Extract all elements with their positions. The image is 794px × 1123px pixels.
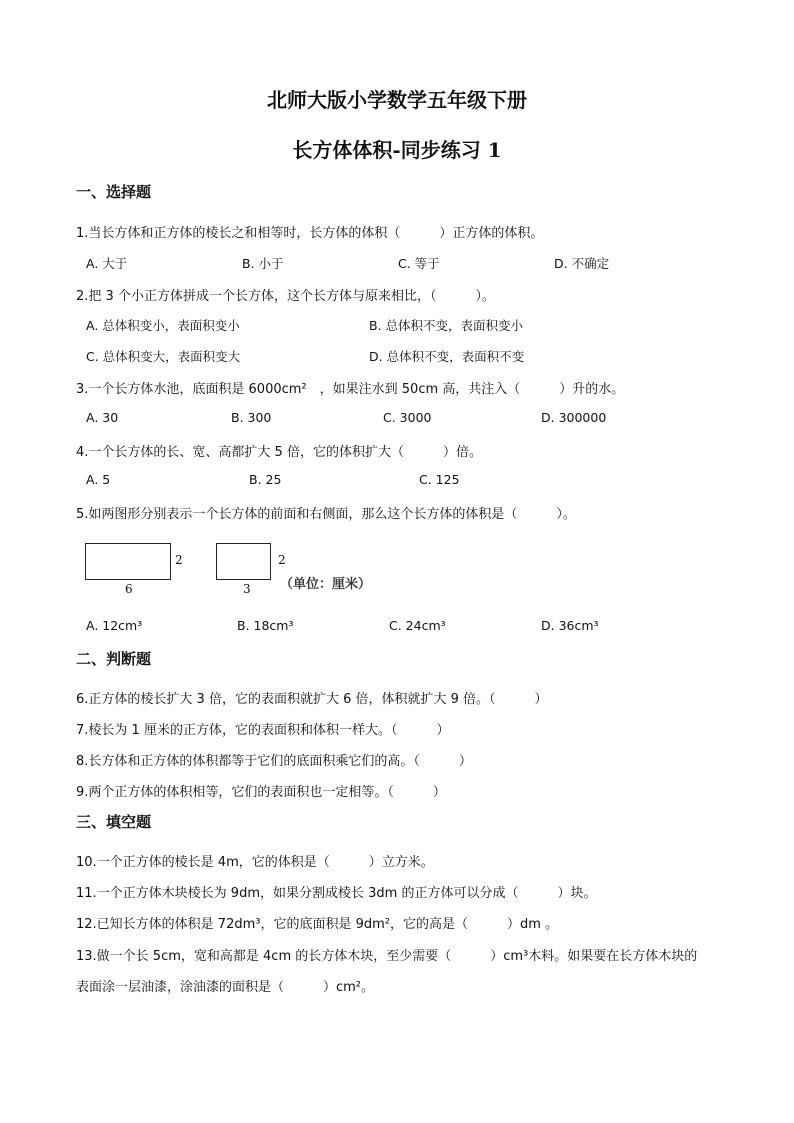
side-face-rectangle (216, 543, 271, 580)
question-8: 8.长方体和正方体的体积都等于它们的底面积乘它们的高。（ ） (76, 754, 472, 769)
section-heading-judge: 二、判断题 (76, 650, 152, 668)
side-face-height-label: 2 (278, 553, 286, 567)
worksheet-title: 北师大版小学数学五年级下册 (267, 88, 527, 112)
question-11: 11.一个正方体木块棱长为 9dm，如果分割成棱长 3dm 的正方体可以分成（ ）块。 (76, 886, 597, 901)
question-13-line-2: 表面涂一层油漆，涂油漆的面积是（ ）cm²。 (76, 980, 375, 995)
q4-option-c: C. 125 (419, 472, 460, 487)
unit-label: （单位：厘米） (280, 577, 372, 592)
q1-option-a: A. 大于 (86, 256, 128, 271)
q1-option-d: D. 不确定 (554, 256, 610, 271)
front-face-width-label: 6 (125, 582, 133, 596)
q5-option-c: C. 24cm³ (389, 618, 446, 633)
q5-option-a: A. 12cm³ (86, 618, 143, 633)
question-13-line-1: 13.做一个长 5cm，宽和高都是 4cm 的长方体木块，至少需要（ ）cm³木料。如果要在长方体木块的 (76, 949, 698, 964)
q2-option-a: A. 总体积变小，表面积变小 (86, 318, 240, 333)
question-4: 4.一个长方体的长、宽、高都扩大 5 倍，它的体积扩大（ ）倍。 (76, 445, 482, 460)
q3-option-c: C. 3000 (383, 410, 432, 425)
question-1: 1.当长方体和正方体的棱长之和相等时，长方体的体积（ ）正方体的体积。 (76, 226, 544, 241)
q1-option-b: B. 小于 (242, 256, 284, 271)
question-9: 9.两个正方体的体积相等，它们的表面积也一定相等。（ ） (76, 785, 446, 800)
q3-option-a: A. 30 (86, 410, 119, 425)
q4-option-a: A. 5 (86, 472, 111, 487)
front-face-rectangle (85, 543, 171, 580)
q3-option-d: D. 300000 (541, 410, 607, 425)
q2-option-d: D. 总体积不变，表面积不变 (369, 349, 525, 364)
q1-option-c: C. 等于 (398, 256, 440, 271)
question-2: 2.把 3 个小正方体拼成一个长方体，这个长方体与原来相比，（ ）。 (76, 289, 495, 304)
q5-option-d: D. 36cm³ (541, 618, 599, 633)
question-6: 6.正方体的棱长扩大 3 倍，它的表面积就扩大 6 倍，体积就扩大 9 倍。（ ） (76, 692, 548, 707)
section-heading-fill: 三、填空题 (76, 813, 152, 831)
front-face-height-label: 2 (175, 553, 183, 567)
q2-option-c: C. 总体积变大，表面积变大 (86, 349, 241, 364)
question-7: 7.棱长为 1 厘米的正方体，它的表面积和体积一样大。（ ） (76, 723, 450, 738)
section-heading-choice: 一、选择题 (76, 183, 152, 201)
question-5: 5.如两图形分别表示一个长方体的前面和右侧面，那么这个长方体的体积是（ ）。 (76, 507, 576, 522)
q4-option-b: B. 25 (249, 472, 282, 487)
worksheet-subtitle: 长方体体积-同步练习 1 (292, 138, 502, 162)
q2-option-b: B. 总体积不变，表面积变小 (369, 318, 524, 333)
side-face-width-label: 3 (243, 582, 251, 596)
question-3: 3.一个长方体水池，底面积是 6000cm² ，如果注水到 50cm 高，共注入（ ）升的水。 (76, 382, 625, 397)
question-12: 12.已知长方体的体积是 72dm³，它的底面积是 9dm²，它的高是（ ）dm 。 (76, 917, 559, 932)
q3-option-b: B. 300 (231, 410, 272, 425)
question-10: 10.一个正方体的棱长是 4m，它的体积是（ ）立方米。 (76, 855, 434, 870)
q5-option-b: B. 18cm³ (237, 618, 294, 633)
